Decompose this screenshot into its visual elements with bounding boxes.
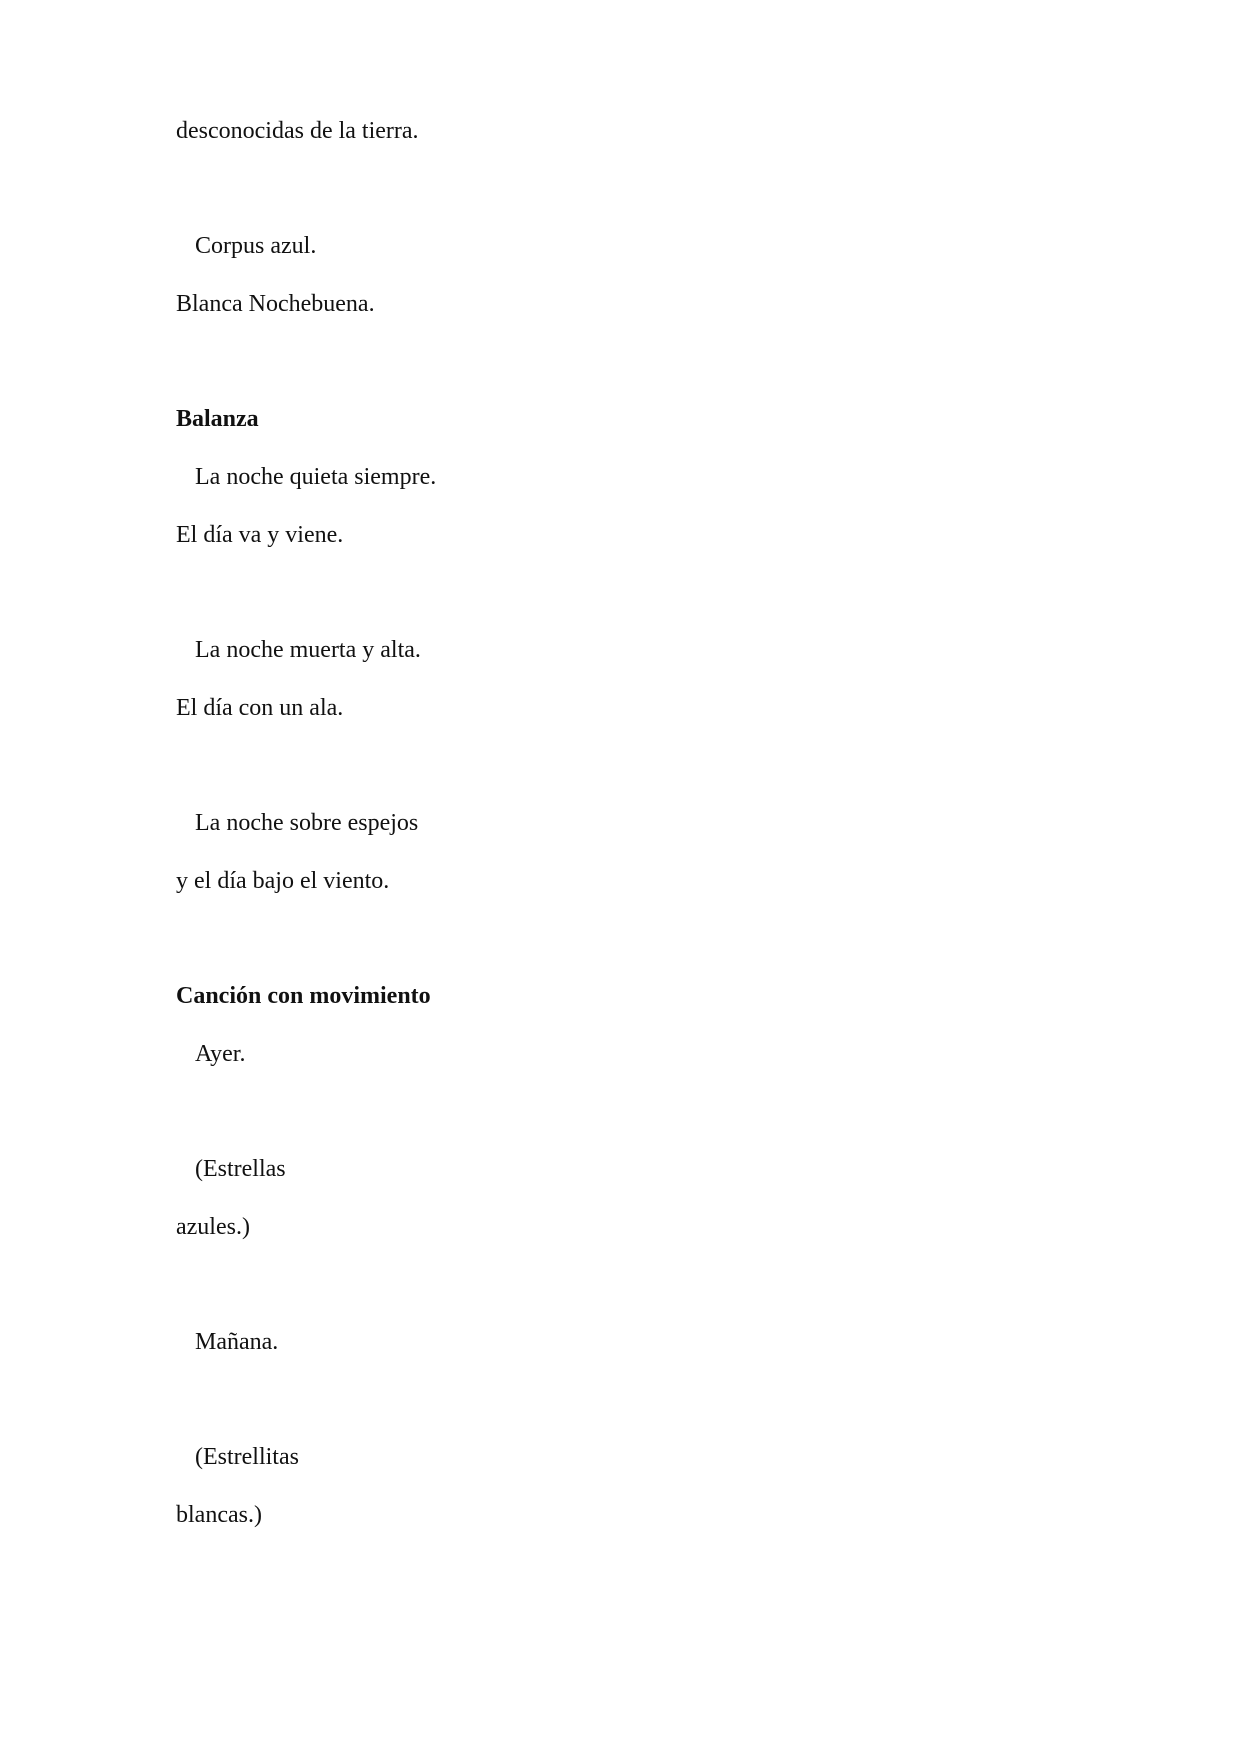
verse-line: y el día bajo el viento. <box>176 868 390 894</box>
poem-title-cancion-con-movimiento: Canción con movimiento <box>176 983 431 1009</box>
poem-title-balanza: Balanza <box>176 406 259 432</box>
verse-line: La noche sobre espejos <box>195 810 419 836</box>
verse-line: desconocidas de la tierra. <box>176 118 419 144</box>
verse-line: (Estrellas <box>195 1156 286 1182</box>
verse-line: azules.) <box>176 1214 250 1240</box>
verse-line: Ayer. <box>195 1041 246 1067</box>
verse-line: blancas.) <box>176 1502 262 1528</box>
verse-line: Corpus azul. <box>195 233 317 259</box>
verse-line: Mañana. <box>195 1329 279 1355</box>
verse-line: La noche quieta siempre. <box>195 464 437 490</box>
verse-line: La noche muerta y alta. <box>195 637 421 663</box>
verse-line: El día con un ala. <box>176 695 344 721</box>
verse-line: Blanca Nochebuena. <box>176 291 375 317</box>
verse-line: (Estrellitas <box>195 1444 299 1470</box>
verse-line: El día va y viene. <box>176 522 344 548</box>
